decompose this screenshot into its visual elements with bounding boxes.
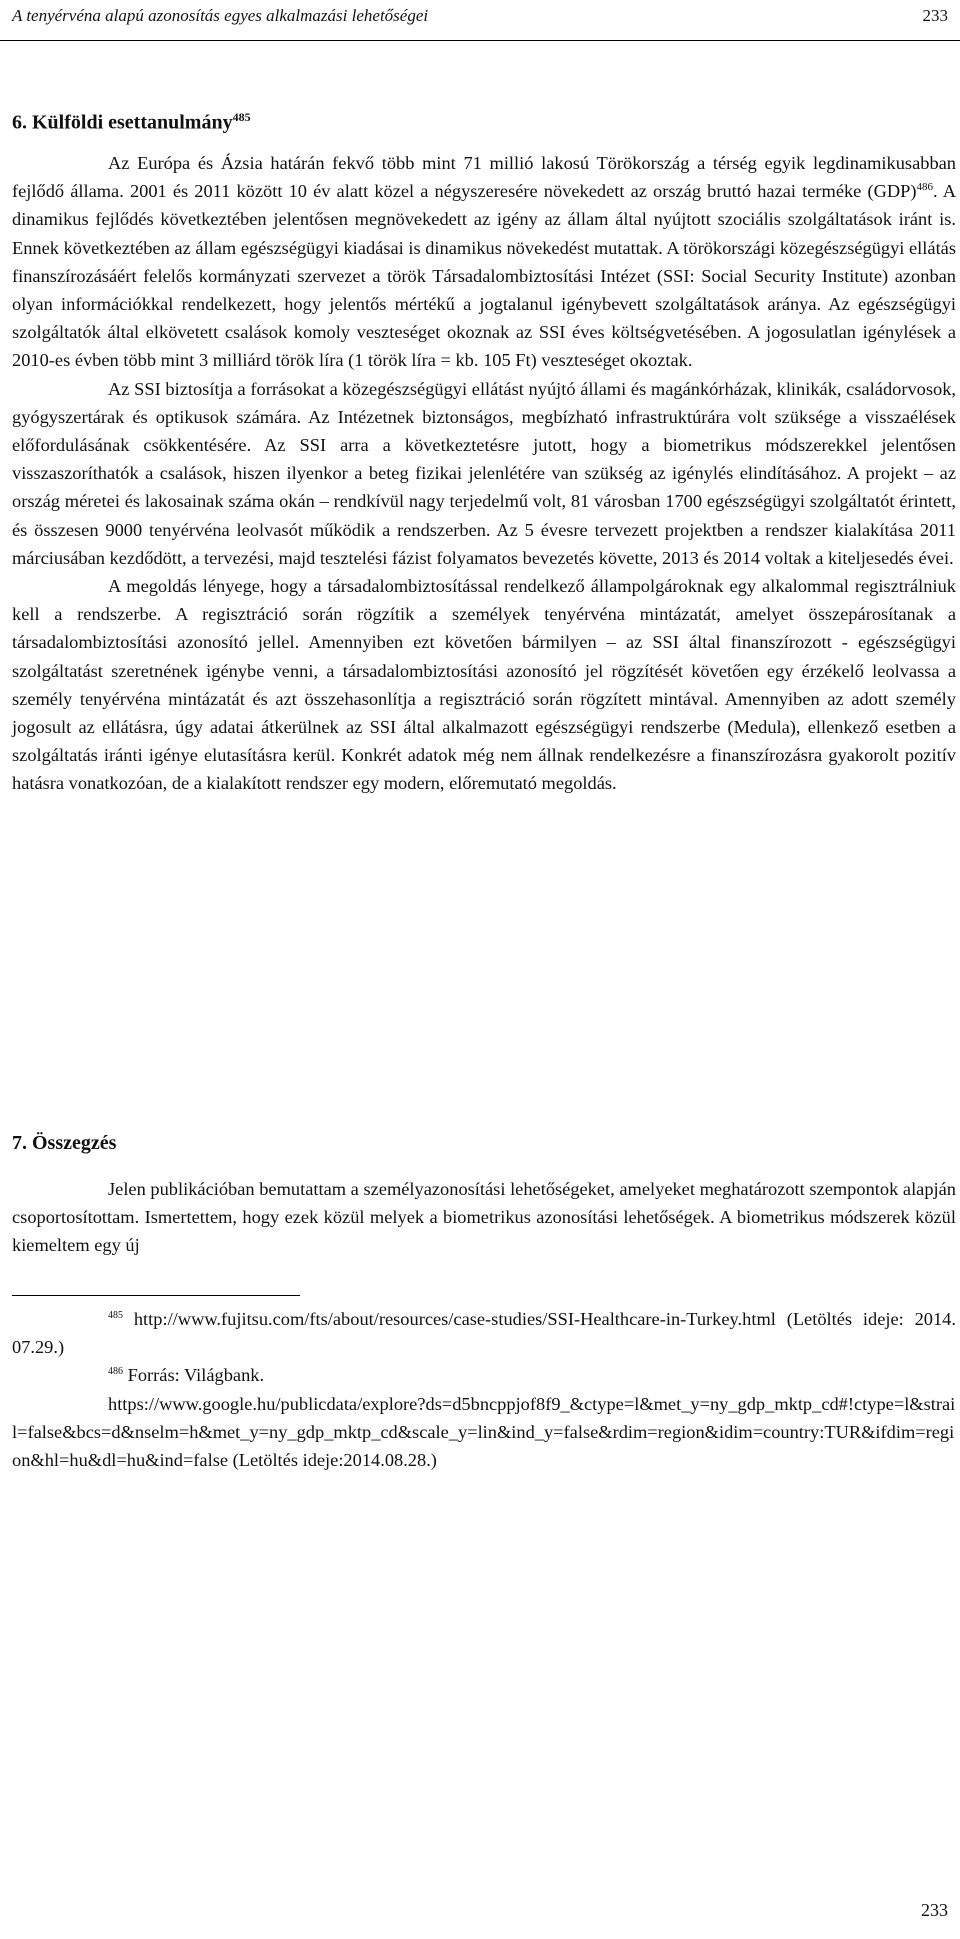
section-7-body: [12, 1175, 956, 1260]
running-header: [0, 0, 960, 41]
section-6-heading: [12, 110, 251, 135]
footnote-486-url[interactable]: https://www.google.hu/publicdata/explore?ds=d5bncppjof8f9_&ctype=l&met_y=ny_gdp_mktp_cd#!ctype=l&strail=false&bcs=d&nselm=h&met_y=ny_gdp_mktp_cd&scale_y=lin&ind_y=false&rdim=region&idim=country:TUR&ifdim=region&hl=hu&dl=hu&ind=false (Letöltés ideje:2014.08.28.): [12, 1393, 956, 1471]
footnotes: [12, 1305, 956, 1474]
page-number: 233: [921, 1900, 948, 1920]
running-header-page: 233: [922, 6, 948, 25]
footnote-ref-485[interactable]: 485: [232, 110, 251, 124]
footnote-number: 485: [108, 1309, 123, 1321]
running-header-title: A tenyérvéna alapú azonosítás egyes alkalmazási lehetőségei: [12, 6, 429, 25]
footnote-divider: [12, 1295, 300, 1296]
footnote-485: [12, 1305, 956, 1361]
paragraph: Jelen publikációban bemutattam a személyazonosítási lehetőségeket, amelyeket meghatározott szempontok alapján csoportosítottam. Ismertettem, hogy ezek közül melyek a biometrikus azonosítási lehetőségek. A biometrikus módszerek közül kiemeltem egy új: [12, 1179, 956, 1256]
paragraph-text: Az Európa és Ázsia határán fekvő több mint 71 millió lakosú Törökország a térség egyik legdinamikusabban fejlődő állama. 2001 és 2011 között 10 év alatt közel a négyszeresére növekedett az ország bruttó hazai terméke (GDP): [12, 153, 956, 202]
footnote-ref-486[interactable]: 486: [916, 181, 933, 194]
paragraph: A megoldás lényege, hogy a társadalombiztosítással rendelkező állampolgároknak egy alkalommal regisztrálniuk kell a rendszerbe. A regisztráció során rögzítik a személyek tenyérvéna mintázatát, amelyet összepárosítanak a társadalombiztosítási azonosító jellel. Amennyiben ezt követően bármilyen – az SSI által finanszírozott - egészségügyi szolgáltatást szeretnének igénybe venni, a társadalombiztosítási azonosító jel rögzítését követően egy érzékelő leolvassa a személy tenyérvéna mintázatát és azt összehasonlítja a regisztráció során rögzített mintával. Amennyiben az adott személy jogosult az ellátásra, úgy adatai átkerülnek az SSI által alkalmazott egészségügyi rendszerbe (Medula), ellenkező esetben a szolgáltatás iránti igénye elutasításra kerül. Konkrét adatok még nem állnak rendelkezésre a finanszírozásra gyakorolt pozitív hatásra vonatkozóan, de a kialakított rendszer egy modern, előremutató megoldás.: [12, 576, 956, 794]
paragraph: [12, 149, 956, 375]
paragraph-text: . A dinamikus fejlődés következtében jelentősen megnövekedett az igény az állam által nyújtott szociális szolgáltatások iránt is. Ennek következtében az állam egészségügyi kiadásai is dinamikus növekedést mutattak. A törökországi közegészségügyi ellátás finanszírozásáért felelős kormányzati szervezet a török Társadalombiztosítási Intézet (SSI: Social Security Institute) azonban olyan információkkal rendelkezett, hogy jelentős mértékű a jogtalanul igénybevett szolgáltatások aránya. Az egészségügyi szolgáltatók által elkövetett csalások komoly veszteséget okoznak az SSI éves költségvetésében. A jogosulatlan igénylések a 2010-es évben több mint 3 milliárd török líra (1 török líra = kb. 105 Ft) veszteséget okoztak.: [12, 181, 956, 371]
footnote-text[interactable]: http://www.fujitsu.com/fts/about/resources/case-studies/SSI-Healthcare-in-Turkey.html (Letöltés ideje: 2014. 07.29.): [12, 1309, 956, 1358]
section-6-heading-text: 6. Külföldi esettanulmány: [12, 111, 233, 134]
footnote-486: [12, 1361, 956, 1389]
footnote-number: 486: [108, 1366, 123, 1378]
section-6-body: [12, 149, 956, 798]
footnote-text: Forrás: Világbank.: [127, 1365, 265, 1386]
section-7-heading: 7. Összegzés: [12, 1132, 117, 1154]
paragraph: Az SSI biztosítja a forrásokat a közegészségügyi ellátást nyújtó állami és magánkórházak, klinikák, családorvosok, gyógyszertárak és optikusok számára. Az Intézetnek biztonságos, megbízható infrastruktúrára volt szüksége a visszaélések előfordulásának csökkentésére. Az SSI arra a következtetésre jutott, hogy a biometrikus módszerekkel jelentősen visszaszoríthatók a csalások, hiszen ilyenkor a beteg fizikai jelenlétére van szükség az igénylés elindításához. A projekt – az ország méretei és lakosainak száma okán – rendkívül nagy terjedelmű volt, 81 városban 1700 egészségügyi szolgáltatót érintett, és összesen 9000 tenyérvéna leolvasót működik a rendszerben. Az 5 évesre tervezett projektben a rendszer kialakítása 2011 márciusában kezdődött, a tervezési, majd tesztelési fázist folyamatos bevezetés követte, 2013 és 2014 voltak a kiteljesedés évei.: [12, 378, 956, 568]
